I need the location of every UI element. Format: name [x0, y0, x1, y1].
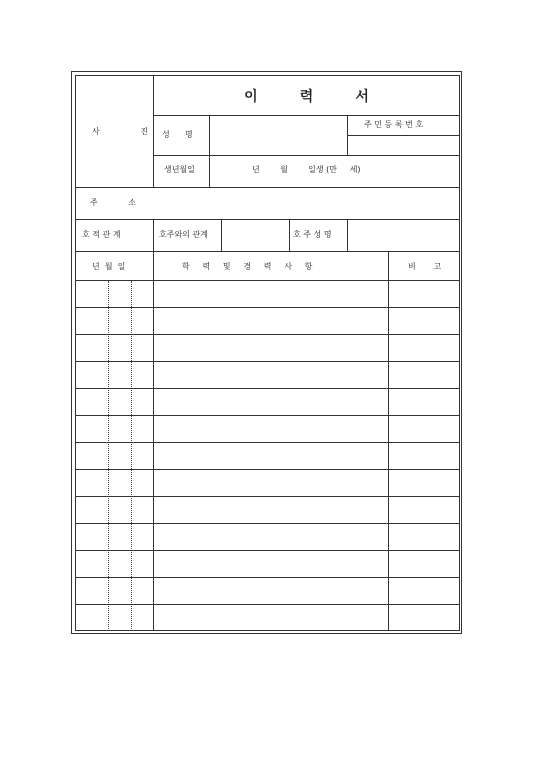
table-row — [75, 604, 460, 605]
table-row — [75, 496, 460, 497]
photo-label: 사 진 — [92, 127, 149, 136]
history-column-header: 학 력 및 경 력 사 항 — [182, 262, 313, 271]
title-divider — [154, 115, 460, 116]
table-header-bottom — [75, 280, 460, 281]
table-row — [75, 307, 460, 308]
table-row — [75, 442, 460, 443]
table-row — [75, 334, 460, 335]
address-label: 주 소 — [90, 198, 136, 207]
birth-format-text: 년 월 일생 (만 세) — [252, 165, 361, 174]
birth-label-divider — [209, 155, 210, 188]
rrn-label-divider — [347, 135, 460, 136]
form-inner-border — [75, 75, 460, 631]
photo-block-bottom — [75, 187, 460, 188]
remarks-column-header: 비 고 — [408, 262, 442, 271]
name-row-bottom — [154, 155, 460, 156]
table-row — [75, 415, 460, 416]
family-label-divider — [153, 219, 154, 252]
head-name-label-divider — [347, 219, 348, 252]
date-column-divider — [153, 251, 154, 631]
date-column-header: 년 월 일 — [92, 262, 126, 271]
table-row — [75, 550, 460, 551]
table-row — [75, 469, 460, 470]
family-relation-label: 호 적 관 계 — [82, 230, 121, 239]
rrn-label: 주 민 등 록 번 호 — [364, 120, 424, 129]
table-row — [75, 523, 460, 524]
birth-label: 생년월일 — [164, 165, 195, 174]
relation-label-divider — [221, 219, 222, 252]
table-row — [75, 361, 460, 362]
head-name-label: 호 주 성 명 — [293, 230, 332, 239]
form-title: 이 력 서 — [244, 89, 370, 105]
relation-to-head-label: 호주와의 관계 — [159, 230, 208, 239]
name-label: 성 명 — [162, 130, 193, 139]
remarks-column-divider — [388, 251, 389, 631]
name-label-divider — [209, 115, 210, 155]
table-row — [75, 577, 460, 578]
family-row-bottom — [75, 251, 460, 252]
table-row — [75, 388, 460, 389]
address-row-bottom — [75, 219, 460, 220]
relation-value-divider — [289, 219, 290, 252]
